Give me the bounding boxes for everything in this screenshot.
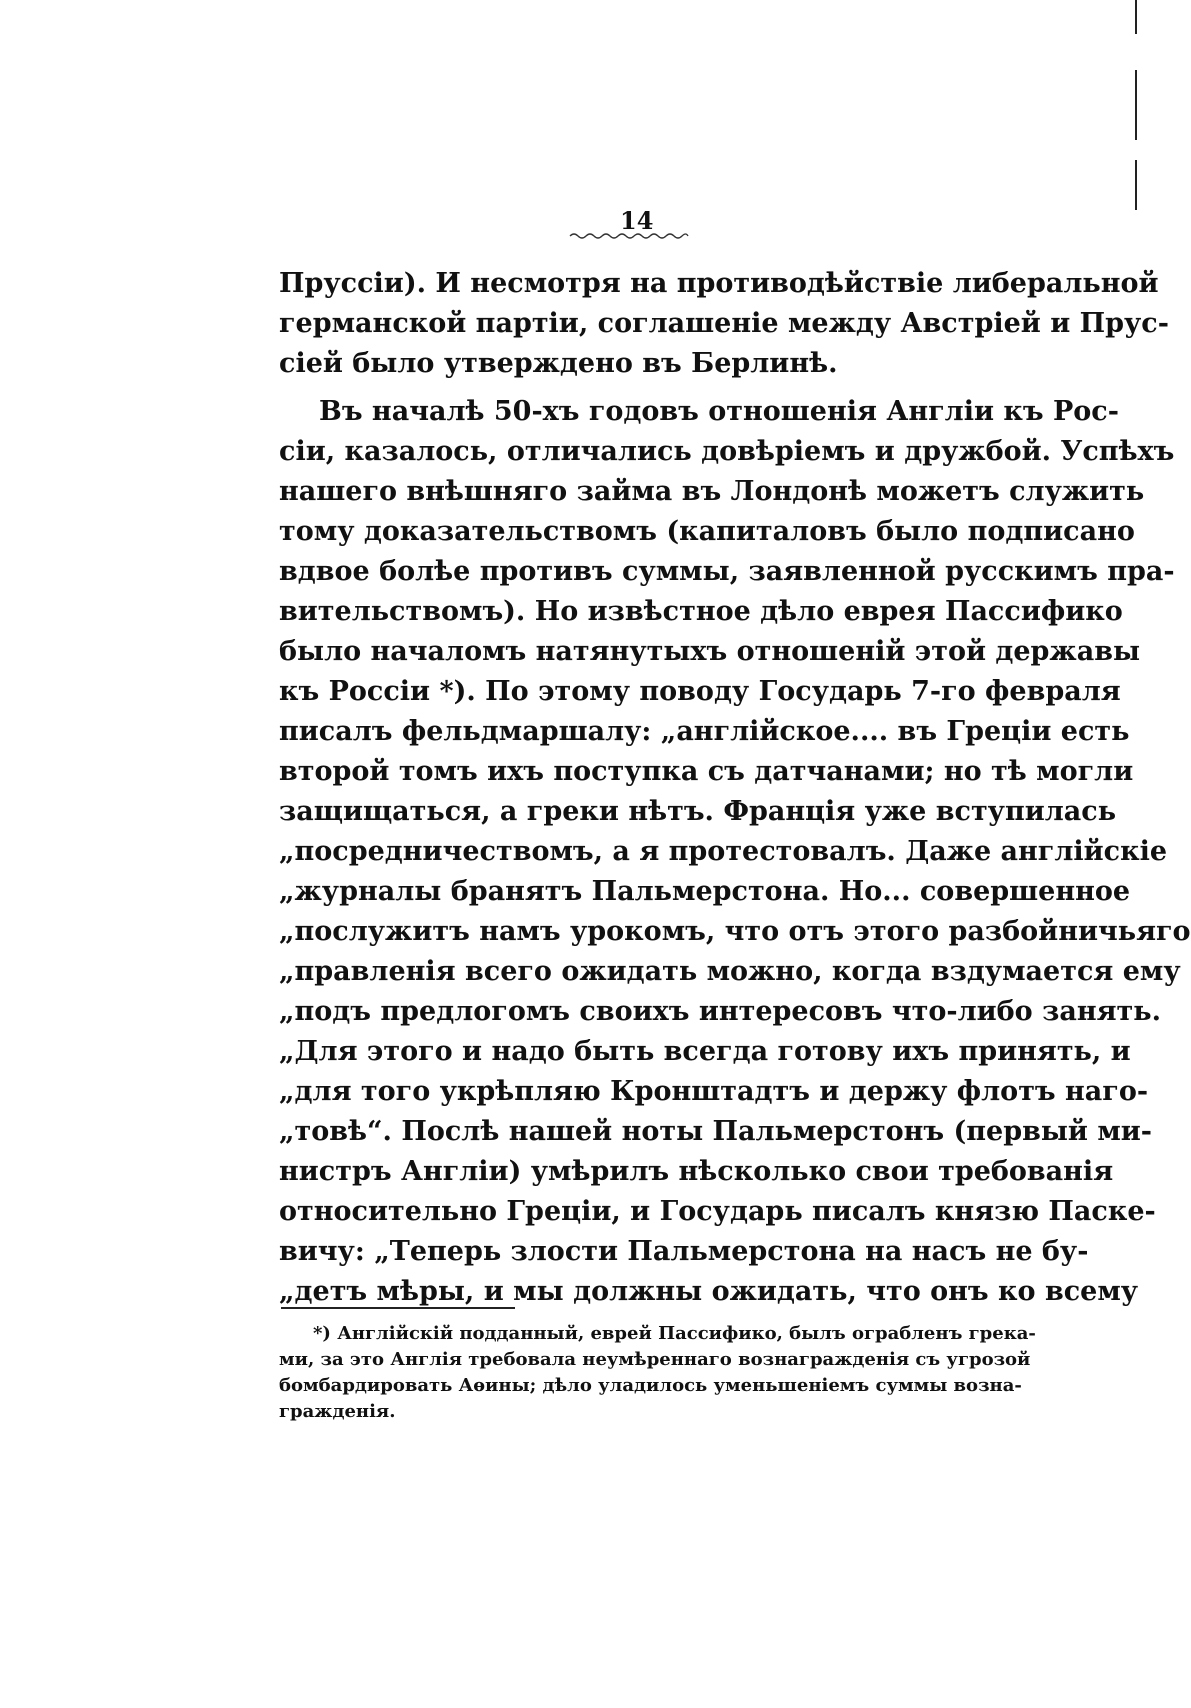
- text-line: къ Россіи *). По этому поводу Государь 7-го февраля: [279, 676, 1121, 707]
- text-line: нашего внѣшняго займа въ Лондонѣ можетъ служить: [279, 476, 1145, 507]
- text-line: „для того укрѣпляю Кронштадтъ и держу флотъ наго-: [279, 1076, 1149, 1107]
- page-edge-mark: [1135, 0, 1137, 34]
- page-number: 14: [620, 206, 654, 235]
- footnote-line: ми, за это Англія требовала неумѣреннаго вознагражденія съ угрозой: [279, 1349, 1031, 1370]
- text-line: „товѣ“. Послѣ нашей ноты Пальмерстонъ (первый ми-: [279, 1116, 1153, 1147]
- text-line: „правленія всего ожидать можно, когда вздумается ему: [279, 956, 1181, 987]
- text-line: вдвое болѣе противъ суммы, заявленной русскимъ пра-: [279, 556, 1175, 587]
- text-line: второй томъ ихъ поступка съ датчанами; но тѣ могли: [279, 756, 1134, 787]
- text-line: Въ началѣ 50-хъ годовъ отношенія Англіи къ Рос-: [319, 396, 1119, 427]
- text-line: „Для этого и надо быть всегда готову ихъ принять, и: [279, 1036, 1131, 1067]
- text-line: „подъ предлогомъ своихъ интересовъ что-либо занять.: [279, 996, 1161, 1027]
- text-line: тому доказательствомъ (капиталовъ было подписано: [279, 516, 1135, 547]
- footnote-line: гражденія.: [279, 1401, 396, 1422]
- text-line: вичу: „Теперь злости Пальмерстона на насъ не бу-: [279, 1236, 1089, 1267]
- text-line: „журналы бранятъ Пальмерстона. Но... совершенное: [279, 876, 1131, 907]
- text-line: Пруссіи). И несмотря на противодѣйствіе либеральной: [279, 268, 1159, 299]
- text-line: „детъ мѣры, и мы должны ожидать, что онъ ко всему: [279, 1276, 1139, 1307]
- text-line: сіи, казалось, отличались довѣріемъ и дружбой. Успѣхъ: [279, 436, 1175, 467]
- footnote-divider: [281, 1307, 515, 1309]
- text-line: защищаться, а греки нѣтъ. Франція уже вступилась: [279, 796, 1117, 827]
- text-line: относительно Греціи, и Государь писалъ князю Паске-: [279, 1196, 1156, 1227]
- text-line: „послужитъ намъ урокомъ, что отъ этого разбойничьяго: [279, 916, 1191, 947]
- text-line: вительствомъ). Но извѣстное дѣло еврея Пассифико: [279, 596, 1123, 627]
- page-edge-mark: [1135, 160, 1137, 210]
- wavy-rule-ornament: [570, 232, 688, 240]
- footnote-line: бомбардировать Аѳины; дѣло уладилось уменьшеніемъ суммы возна-: [279, 1375, 1022, 1396]
- text-line: сіей было утверждено въ Берлинѣ.: [279, 348, 838, 379]
- footnote-line: *) Англійскій подданный, еврей Пассифико, былъ ограбленъ грека-: [313, 1323, 1036, 1344]
- text-line: „посредничествомъ, а я протестовалъ. Даже англійскіе: [279, 836, 1168, 867]
- text-line: германской партіи, соглашеніе между Австріей и Прус-: [279, 308, 1169, 339]
- page-edge-mark: [1135, 70, 1137, 140]
- text-line: писалъ фельдмаршалу: „англійское.... въ Греціи есть: [279, 716, 1130, 747]
- text-line: было началомъ натянутыхъ отношеній этой державы: [279, 636, 1141, 667]
- text-line: нистръ Англіи) умѣрилъ нѣсколько свои требованія: [279, 1156, 1114, 1187]
